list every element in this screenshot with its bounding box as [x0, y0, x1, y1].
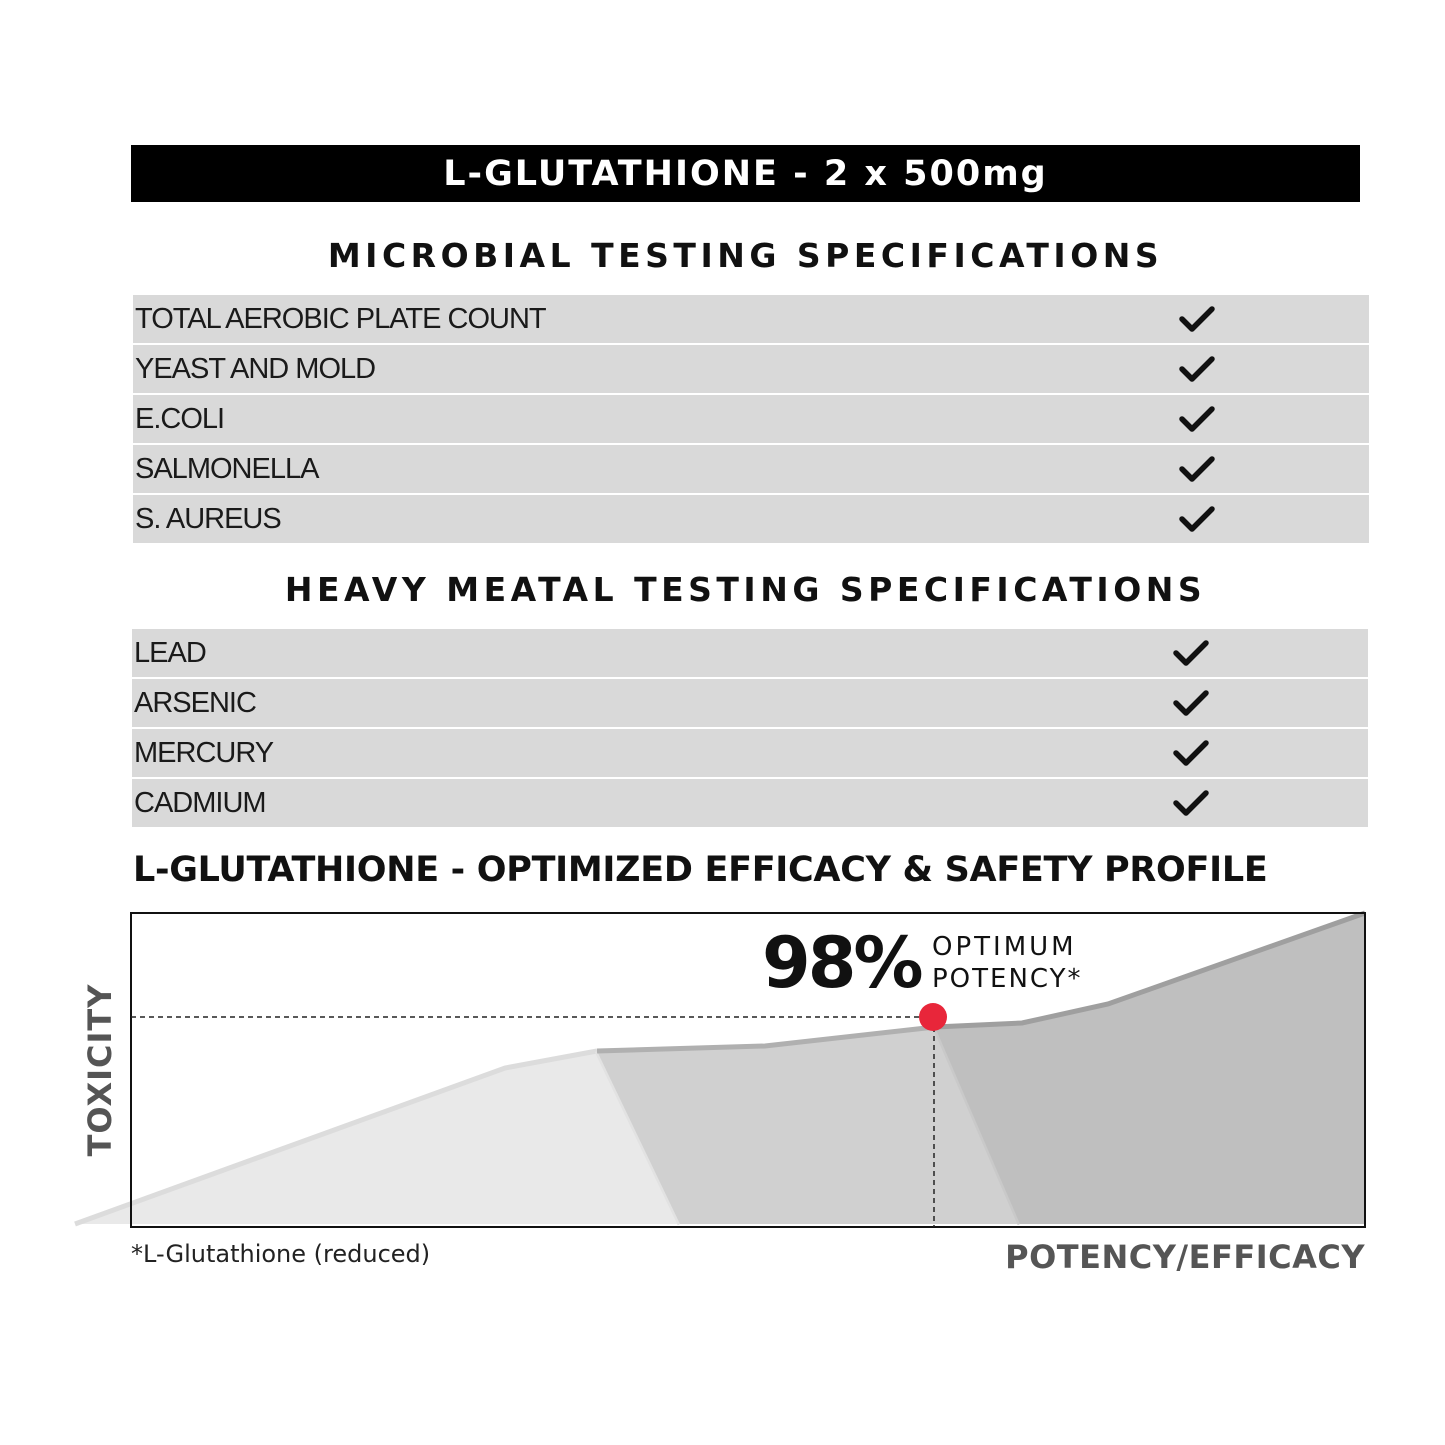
spec-label: S. AUREUS — [135, 502, 281, 535]
check-mark-icon — [1179, 304, 1215, 334]
spec-label: SALMONELLA — [135, 452, 319, 485]
x-axis-label: POTENCY/EFFICACY — [1005, 1238, 1365, 1276]
check-mark-icon — [1179, 354, 1215, 384]
spec-label: E.COLI — [135, 402, 225, 435]
spec-row — [133, 295, 1369, 343]
microbial-heading: MICROBIAL TESTING SPECIFICATIONS — [327, 236, 1164, 275]
spec-row — [132, 729, 1368, 777]
spec-label: TOTAL AEROBIC PLATE COUNT — [135, 302, 546, 335]
profile-heading: L-GLUTATHIONE - OPTIMIZED EFFICACY & SAFETY PROFILE — [133, 850, 1268, 890]
check-mark-icon — [1173, 688, 1209, 718]
efficacy-safety-chart — [0, 900, 1445, 1240]
check-mark-icon — [1173, 738, 1209, 768]
optimum-percent: 98% — [762, 922, 921, 1004]
check-mark-icon — [1173, 788, 1209, 818]
spec-label: LEAD — [134, 636, 206, 669]
heavy-metal-heading: HEAVY MEATAL TESTING SPECIFICATIONS — [284, 570, 1207, 609]
chart-zone-low — [75, 1051, 680, 1224]
microbial-table — [133, 295, 1369, 545]
spec-label: YEAST AND MOLD — [135, 352, 376, 385]
check-mark-icon — [1173, 638, 1209, 668]
check-mark-icon — [1179, 504, 1215, 534]
spec-row — [133, 395, 1369, 443]
check-mark-icon — [1179, 454, 1215, 484]
heavy-metal-table — [132, 629, 1368, 829]
y-axis-label: TOXICITY — [81, 983, 119, 1157]
spec-row — [133, 445, 1369, 493]
spec-row — [132, 779, 1368, 827]
optimum-point — [919, 1003, 947, 1031]
optimum-label-line1: OPTIMUM — [932, 932, 1077, 962]
spec-row — [133, 495, 1369, 543]
title-bar — [131, 145, 1360, 202]
optimum-label-line2: POTENCY* — [932, 964, 1083, 994]
spec-label: CADMIUM — [134, 786, 266, 819]
spec-row — [132, 679, 1368, 727]
footnote: *L-Glutathione (reduced) — [131, 1240, 431, 1268]
spec-label: MERCURY — [134, 736, 274, 769]
page-title: L-GLUTATHIONE - 2 x 500mg — [443, 153, 1048, 194]
check-mark-icon — [1179, 404, 1215, 434]
spec-label: ARSENIC — [134, 686, 256, 719]
spec-row — [132, 629, 1368, 677]
spec-row — [133, 345, 1369, 393]
